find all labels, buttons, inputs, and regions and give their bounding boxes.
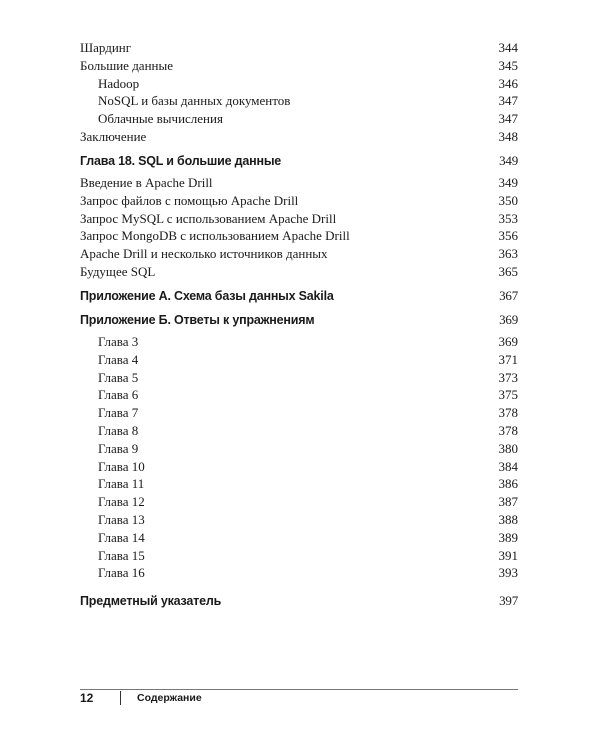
toc-entry-page: 386	[498, 476, 518, 492]
toc-entry-page: 391	[498, 547, 518, 563]
toc-subentry[interactable]	[80, 111, 518, 127]
toc-entry-title: Глава 7	[98, 405, 139, 421]
toc-entry-page: 371	[498, 351, 518, 367]
toc-entry-page: 356	[498, 228, 518, 244]
appendix-title: Приложение А. Схема базы данных Sakila	[80, 288, 334, 303]
toc-entry-page: 347	[498, 111, 518, 127]
toc-entry-title: Глава 12	[98, 494, 145, 510]
toc-subentry[interactable]	[80, 512, 518, 528]
toc-entry-page: 393	[498, 565, 518, 581]
toc-subentry[interactable]	[80, 76, 518, 92]
toc-subentry[interactable]	[80, 459, 518, 475]
toc-entry[interactable]	[80, 228, 518, 244]
toc-subentry[interactable]	[80, 441, 518, 457]
toc-entry-title: Глава 3	[98, 333, 139, 349]
toc-entry-page: 346	[498, 75, 518, 91]
index-title: Предметный указатель	[80, 594, 222, 609]
toc-entry[interactable]	[80, 193, 518, 209]
toc-entry-page: 347	[498, 93, 518, 109]
toc-chapter-18[interactable]	[80, 153, 518, 169]
toc-entry-title: Глава 6	[98, 387, 139, 403]
toc-entry-title: Apache Drill и несколько источников данных	[80, 246, 328, 262]
footer-page-number: 12	[80, 691, 94, 705]
page-footer	[80, 691, 202, 705]
toc-subentry[interactable]	[80, 334, 518, 350]
table-of-contents	[80, 40, 518, 611]
toc-entry-title: Запрос файлов с помощью Apache Drill	[80, 192, 299, 208]
toc-subentry[interactable]	[80, 352, 518, 368]
toc-subentry[interactable]	[80, 370, 518, 386]
toc-entry-title: NoSQL и базы данных документов	[98, 93, 291, 109]
toc-appendix-b[interactable]	[80, 312, 518, 328]
toc-entry-title: Глава 11	[98, 476, 145, 492]
toc-index[interactable]	[80, 593, 518, 609]
toc-entry-title: Глава 9	[98, 440, 139, 456]
toc-entry-title: Глава 8	[98, 422, 139, 438]
toc-entry-title: Запрос MongoDB с использованием Apache Drill	[80, 228, 350, 244]
chapter-page: 349	[499, 152, 518, 168]
appendix-page: 369	[499, 311, 518, 327]
toc-subentry[interactable]	[80, 548, 518, 564]
toc-subentry[interactable]	[80, 494, 518, 510]
toc-entry-page: 375	[498, 387, 518, 403]
footer-section-label: Содержание	[137, 692, 202, 704]
toc-subentry[interactable]	[80, 93, 518, 109]
toc-entry-title: Облачные вычисления	[98, 111, 223, 127]
toc-entry-title: Глава 14	[98, 529, 145, 545]
toc-entry-title: Глава 10	[98, 458, 145, 474]
toc-entry-page: 369	[498, 333, 518, 349]
toc-entry-page: 378	[498, 405, 518, 421]
toc-entry-page: 388	[498, 511, 518, 527]
toc-entry-page: 380	[498, 440, 518, 456]
toc-subentry[interactable]	[80, 387, 518, 403]
toc-entry-title: Глава 4	[98, 351, 139, 367]
toc-entry-title: Hadoop	[98, 75, 140, 91]
toc-entry-title: Введение в Apache Drill	[80, 174, 213, 190]
appendix-page: 367	[499, 287, 518, 303]
chapter-title: Глава 18. SQL и большие данные	[80, 153, 282, 168]
toc-subentry[interactable]	[80, 530, 518, 546]
toc-entry-title: Глава 16	[98, 565, 145, 581]
footer-separator	[120, 691, 121, 705]
toc-subentry[interactable]	[80, 476, 518, 492]
toc-entry-title: Заключение	[80, 128, 147, 144]
toc-entry[interactable]	[80, 175, 518, 191]
toc-entry-title: Глава 5	[98, 369, 139, 385]
appendix-title: Приложение Б. Ответы к упражнениям	[80, 312, 315, 327]
toc-entry[interactable]	[80, 211, 518, 227]
toc-entry-title: Глава 15	[98, 547, 145, 563]
toc-entry-title: Большие данные	[80, 57, 173, 73]
toc-entry-page: 389	[498, 529, 518, 545]
toc-entry-title: Глава 13	[98, 511, 145, 527]
toc-entry-title: Будущее SQL	[80, 263, 156, 279]
toc-entry-page: 345	[498, 57, 518, 73]
toc-entry-title: Запрос MySQL с использованием Apache Drill	[80, 210, 337, 226]
toc-entry-page: 387	[498, 494, 518, 510]
toc-entry-page: 349	[498, 174, 518, 190]
toc-entry[interactable]	[80, 40, 518, 56]
footer-divider	[80, 689, 518, 690]
toc-entry[interactable]	[80, 264, 518, 280]
toc-subentry[interactable]	[80, 565, 518, 581]
toc-entry-page: 373	[498, 369, 518, 385]
toc-entry-page: 344	[498, 40, 518, 55]
toc-entry-page: 378	[498, 422, 518, 438]
toc-entry[interactable]	[80, 246, 518, 262]
toc-entry-page: 363	[498, 246, 518, 262]
toc-subentry[interactable]	[80, 423, 518, 439]
toc-subentry[interactable]	[80, 405, 518, 421]
toc-entry-title: Шардинг	[80, 40, 132, 55]
toc-entry-page: 348	[498, 128, 518, 144]
toc-entry-page: 350	[498, 192, 518, 208]
toc-entry-page: 365	[498, 263, 518, 279]
toc-entry-page: 384	[498, 458, 518, 474]
toc-entry-page: 353	[498, 210, 518, 226]
index-page: 397	[499, 593, 518, 609]
toc-entry[interactable]	[80, 129, 518, 145]
toc-appendix-a[interactable]	[80, 288, 518, 304]
toc-entry[interactable]	[80, 58, 518, 74]
